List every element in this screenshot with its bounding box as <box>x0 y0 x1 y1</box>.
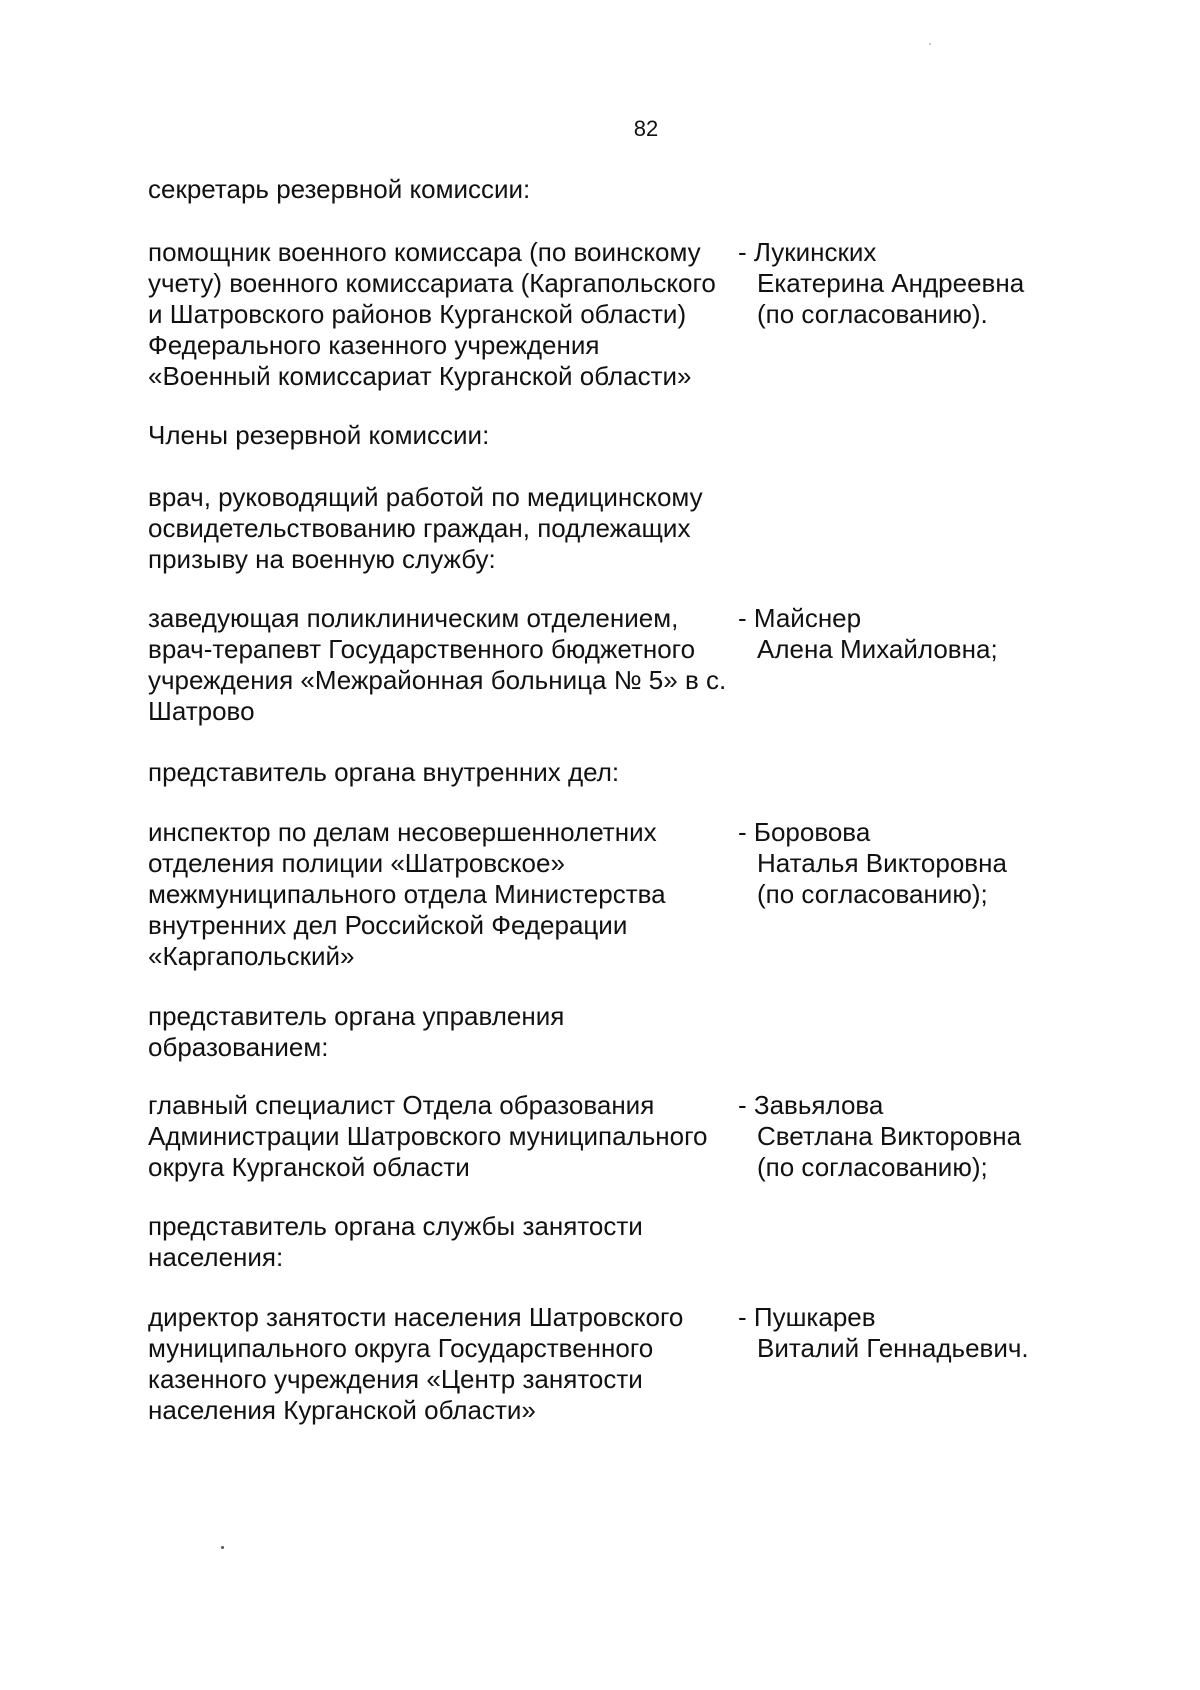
person-note: (по согласованию); <box>757 1152 988 1182</box>
role-line: помощник военного комиссара (по воинскому <box>148 237 701 267</box>
role-line: врач-терапевт Государственного бюджетного <box>148 634 696 664</box>
person-name: Виталий Геннадьевич. <box>757 1333 1029 1363</box>
heading-line: освидетельствованию граждан, подлежащих <box>148 513 691 543</box>
members-heading <box>148 420 489 451</box>
role-line: и Шатровского районов Курганской области) <box>148 299 687 329</box>
role-line: Шатрово <box>148 696 255 726</box>
scan-speck <box>221 1546 224 1549</box>
role-line: директор занятости населения Шатровского <box>148 1302 684 1332</box>
employment-role <box>148 1302 738 1426</box>
scan-speck <box>929 43 931 45</box>
person-note: (по согласованию). <box>757 299 988 329</box>
person-name: Наталья Викторовна <box>757 848 1007 878</box>
heading-line: представитель органа службы занятости <box>148 1211 643 1241</box>
person-surname: - Завьялова <box>738 1090 884 1120</box>
person-note: (по согласованию); <box>757 879 988 909</box>
role-line: инспектор по делам несовершеннолетних <box>148 817 657 847</box>
education-heading <box>148 1001 564 1063</box>
role-line: межмуниципального отдела Министерства <box>148 879 666 909</box>
role-line: отделения полиции «Шатровское» <box>148 848 565 878</box>
role-line: Администрации Шатровского муниципального <box>148 1121 708 1151</box>
heading-line: представитель органа внутренних дел: <box>148 757 620 787</box>
role-line: Федерального казенного учреждения <box>148 330 600 360</box>
doctor-role <box>148 603 738 727</box>
role-line: «Каргапольский» <box>148 941 355 971</box>
education-role <box>148 1090 738 1183</box>
person-name: Алена Михайловна; <box>757 634 998 664</box>
role-line: учреждения «Межрайонная больница № 5» в с. <box>148 665 727 695</box>
role-line: главный специалист Отдела образования <box>148 1090 655 1120</box>
heading-line: призыву на военную службу: <box>148 544 496 574</box>
person-surname: - Пушкарев <box>738 1302 876 1332</box>
role-line: учету) военного комиссариата (Каргапольского <box>148 268 716 298</box>
doctor-person <box>738 603 1058 665</box>
heading-line: врач, руководящий работой по медицинскому <box>148 482 703 512</box>
secretary-person <box>738 237 1058 330</box>
person-surname: - Боровова <box>738 817 871 847</box>
education-person <box>738 1090 1058 1183</box>
police-heading <box>148 757 619 788</box>
doctor-heading <box>148 482 703 575</box>
role-line: казенного учреждения «Центр занятости <box>148 1364 643 1394</box>
heading-line: населения: <box>148 1242 284 1272</box>
employment-heading <box>148 1211 643 1273</box>
heading-line: образованием: <box>148 1032 329 1062</box>
police-role <box>148 817 738 972</box>
role-line: «Военный комиссариат Курганской области» <box>148 361 692 391</box>
employment-person <box>738 1302 1058 1364</box>
role-line: внутренних дел Российской Федерации <box>148 910 628 940</box>
person-surname: - Лукинских <box>738 237 877 267</box>
police-person <box>738 817 1058 910</box>
page-number: 82 <box>633 116 659 141</box>
role-line: муниципального округа Государственного <box>148 1333 654 1363</box>
secretary-heading <box>148 174 530 205</box>
role-line: населения Курганской области» <box>148 1395 536 1425</box>
role-line: заведующая поликлиническим отделением, <box>148 603 679 633</box>
heading-line: представитель органа управления <box>148 1001 565 1031</box>
person-surname: - Майснер <box>738 603 862 633</box>
heading-line: секретарь резервной комиссии: <box>148 174 531 204</box>
person-name: Екатерина Андреевна <box>757 268 1025 298</box>
person-name: Светлана Викторовна <box>757 1121 1022 1151</box>
role-line: округа Курганской области <box>148 1152 470 1182</box>
secretary-role <box>148 237 738 392</box>
heading-line: Члены резервной комиссии: <box>148 420 490 450</box>
